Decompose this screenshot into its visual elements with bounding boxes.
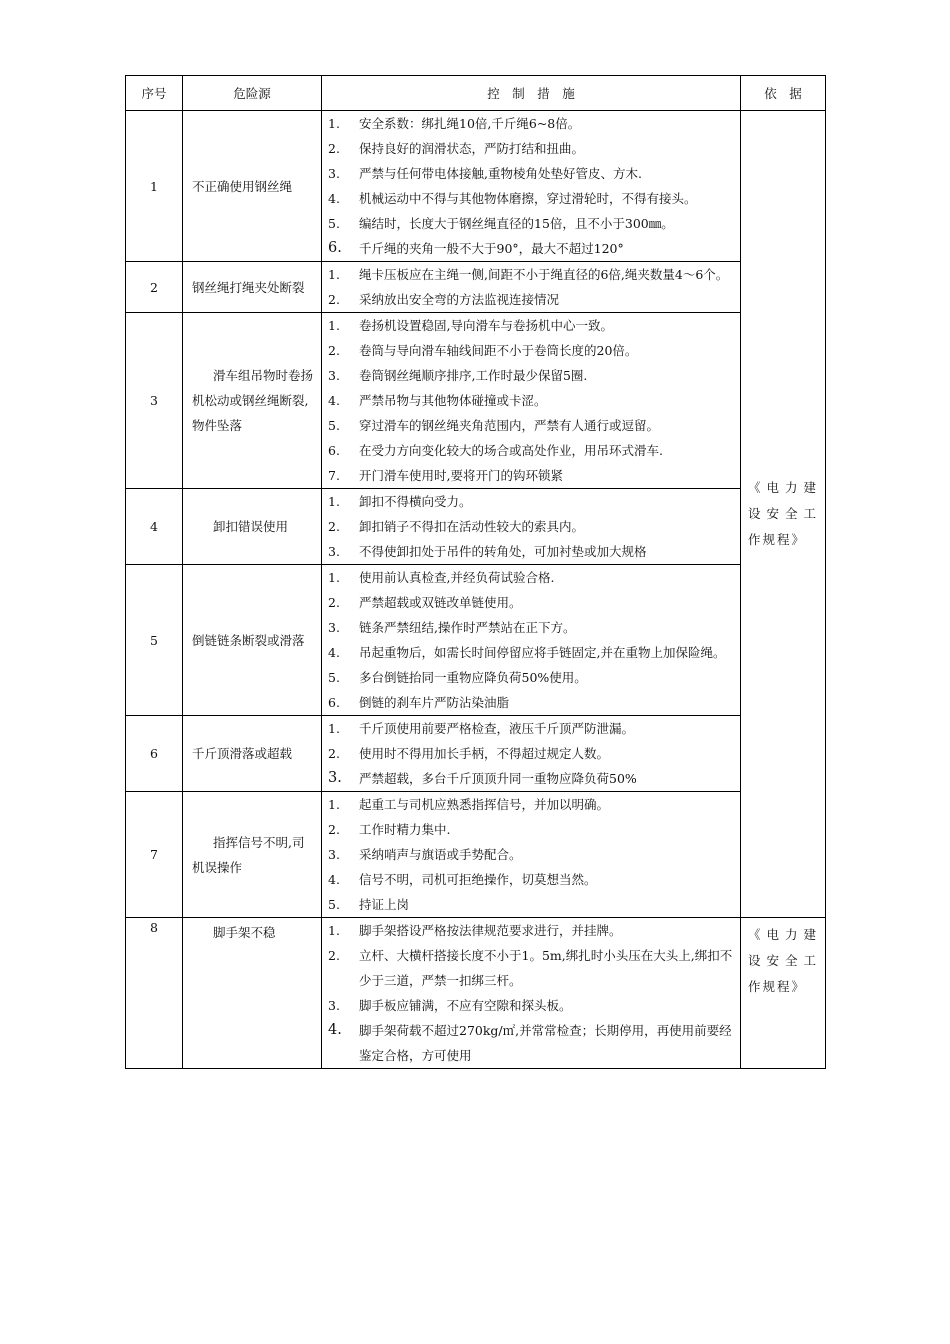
measure-item bbox=[328, 716, 734, 741]
measure-number: 2. bbox=[328, 746, 340, 761]
measure-text: 严禁吊物与其他物体碰撞或卡涩。 bbox=[359, 393, 547, 408]
measure-text: 卸扣不得横向受力。 bbox=[359, 494, 472, 509]
measure-item bbox=[328, 640, 734, 665]
hazard-cell: 倒链链条断裂或滑落 bbox=[183, 565, 322, 716]
header-basis: 依 据 bbox=[741, 76, 826, 111]
measure-text: 千斤顶使用前要严格检查，液压千斤顶严防泄漏。 bbox=[359, 721, 635, 736]
row-number: 8 bbox=[126, 918, 183, 1069]
measure-number: 5. bbox=[328, 418, 340, 433]
measure-item bbox=[328, 766, 734, 791]
measure-text: 信号不明，司机可拒绝操作，切莫想当然。 bbox=[359, 872, 597, 887]
measure-number: 2. bbox=[328, 292, 340, 307]
row-number: 6 bbox=[126, 716, 183, 792]
measure-text: 在受力方向变化较大的场合或高处作业，用吊环式滑车. bbox=[359, 443, 663, 458]
measure-item bbox=[328, 489, 734, 514]
measure-text: 倒链的刹车片严防沾染油脂 bbox=[359, 695, 510, 710]
measure-item bbox=[328, 463, 734, 488]
measure-number: 2. bbox=[328, 141, 340, 156]
measure-number: 1. bbox=[328, 116, 340, 131]
measure-item bbox=[328, 741, 734, 766]
measure-text: 工作时精力集中. bbox=[359, 822, 451, 837]
hazard-cell: 脚手架不稳 bbox=[183, 918, 322, 1069]
header-row bbox=[126, 76, 826, 111]
measure-text: 穿过滑车的钢丝绳夹角范围内，严禁有人通行或逗留。 bbox=[359, 418, 660, 433]
measure-item bbox=[328, 136, 734, 161]
measure-number: 7. bbox=[328, 468, 340, 483]
measure-item bbox=[328, 262, 734, 287]
measures-cell bbox=[322, 918, 741, 1069]
table-row bbox=[126, 111, 826, 262]
measure-text: 不得使卸扣处于吊件的转角处，可加衬垫或加大规格 bbox=[359, 544, 647, 559]
measure-number: 3. bbox=[328, 770, 342, 786]
hazard-cell: 千斤顶滑落或超载 bbox=[183, 716, 322, 792]
measure-number: 2. bbox=[328, 343, 340, 358]
measure-text: 吊起重物后，如需长时间停留应将手链固定,并在重物上加保险绳。 bbox=[359, 645, 726, 660]
measure-text: 开门滑车使用时,要将开门的钩环锁紧 bbox=[359, 468, 563, 483]
basis-cell: 《电力建设安全工作规程》 bbox=[741, 111, 826, 918]
hazard-cell: 滑车组吊物时卷扬机松动或钢丝绳断裂,物件坠落 bbox=[183, 313, 322, 489]
measure-text: 绳卡压板应在主绳一侧,间距不小于绳直径的6倍,绳夹数量4～6个。 bbox=[359, 267, 729, 282]
measure-text: 立杆、大横杆搭接长度不小于1。5m,绑扎时小头压在大头上,绑扣不少于三道，严禁一扣绑三杆。 bbox=[359, 948, 733, 988]
measure-item bbox=[328, 1018, 734, 1068]
measure-text: 严禁超载，多台千斤顶顶升同一重物应降负荷50% bbox=[359, 771, 637, 786]
row-number: 1 bbox=[126, 111, 183, 262]
measure-number: 1. bbox=[328, 923, 340, 938]
measure-number: 1. bbox=[328, 267, 340, 282]
hazard-cell: 卸扣错误使用 bbox=[183, 489, 322, 565]
measure-number: 2. bbox=[328, 595, 340, 610]
measure-number: 3. bbox=[328, 368, 340, 383]
hazard-cell: 不正确使用钢丝绳 bbox=[183, 111, 322, 262]
measure-number: 3. bbox=[328, 998, 340, 1013]
measure-item bbox=[328, 817, 734, 842]
measure-text: 机械运动中不得与其他物体磨擦，穿过滑轮时，不得有接头。 bbox=[359, 191, 697, 206]
row-number: 3 bbox=[126, 313, 183, 489]
measure-number: 1. bbox=[328, 570, 340, 585]
measure-item bbox=[328, 842, 734, 867]
table-row bbox=[126, 792, 826, 918]
measure-item bbox=[328, 539, 734, 564]
measure-text: 编结时，长度大于钢丝绳直径的15倍，且不小于300㎜。 bbox=[359, 216, 674, 231]
measure-number: 4. bbox=[328, 191, 340, 206]
hazard-cell: 指挥信号不明,司机误操作 bbox=[183, 792, 322, 918]
measure-item bbox=[328, 792, 734, 817]
measure-item bbox=[328, 111, 734, 136]
measure-item bbox=[328, 665, 734, 690]
measure-item bbox=[328, 590, 734, 615]
table-row bbox=[126, 918, 826, 1069]
measure-item bbox=[328, 690, 734, 715]
measure-number: 6. bbox=[328, 695, 340, 710]
measure-text: 持证上岗 bbox=[359, 897, 410, 912]
table-row bbox=[126, 565, 826, 716]
measure-number: 4. bbox=[328, 1022, 342, 1038]
measure-text: 采纳哨声与旗语或手势配合。 bbox=[359, 847, 522, 862]
measure-text: 严禁超载或双链改单链使用。 bbox=[359, 595, 522, 610]
measure-number: 5. bbox=[328, 670, 340, 685]
measure-text: 卸扣销子不得扣在活动性较大的索具内。 bbox=[359, 519, 585, 534]
measure-item bbox=[328, 413, 734, 438]
measure-number: 1. bbox=[328, 494, 340, 509]
table-row bbox=[126, 262, 826, 313]
measure-number: 5. bbox=[328, 897, 340, 912]
measure-text: 严禁与任何带电体接触,重物棱角处垫好管皮、方木. bbox=[359, 166, 642, 181]
header-measures: 控 制 措 施 bbox=[322, 76, 741, 111]
measure-number: 4. bbox=[328, 872, 340, 887]
measure-item bbox=[328, 615, 734, 640]
measure-text: 使用前认真检查,并经负荷试验合格. bbox=[359, 570, 555, 585]
measure-item bbox=[328, 438, 734, 463]
measure-text: 卷筒与导向滑车轴线间距不小于卷筒长度的20倍。 bbox=[359, 343, 638, 358]
row-number: 7 bbox=[126, 792, 183, 918]
basis-cell: 《电力建设安全工作规程》 bbox=[741, 918, 826, 1069]
measure-number: 1. bbox=[328, 797, 340, 812]
measure-number: 4. bbox=[328, 393, 340, 408]
measure-item bbox=[328, 565, 734, 590]
measure-text: 链条严禁纽结,操作时严禁站在正下方。 bbox=[359, 620, 576, 635]
measure-item bbox=[328, 186, 734, 211]
hazard-cell: 钢丝绳打绳夹处断裂 bbox=[183, 262, 322, 313]
measure-item bbox=[328, 514, 734, 539]
measure-number: 3. bbox=[328, 544, 340, 559]
measure-text: 脚手架荷载不超过270kg/㎡,并常常检查；长期停用，再使用前要经鉴定合格，方可使用 bbox=[359, 1023, 732, 1063]
header-no: 序号 bbox=[126, 76, 183, 111]
measure-text: 使用时不得用加长手柄，不得超过规定人数。 bbox=[359, 746, 610, 761]
measures-cell bbox=[322, 716, 741, 792]
measure-number: 3. bbox=[328, 166, 340, 181]
row-number: 4 bbox=[126, 489, 183, 565]
measure-text: 脚手架搭设严格按法律规范要求进行，并挂牌。 bbox=[359, 923, 622, 938]
measure-item bbox=[328, 236, 734, 261]
header-hazard: 危险源 bbox=[183, 76, 322, 111]
measure-number: 1. bbox=[328, 721, 340, 736]
measures-cell bbox=[322, 262, 741, 313]
measure-item bbox=[328, 918, 734, 943]
measure-number: 2. bbox=[328, 948, 340, 963]
measure-item bbox=[328, 867, 734, 892]
measure-number: 1. bbox=[328, 318, 340, 333]
measure-number: 5. bbox=[328, 216, 340, 231]
measure-item bbox=[328, 287, 734, 312]
measures-cell bbox=[322, 565, 741, 716]
measure-text: 卷筒钢丝绳顺序排序,工作时最少保留5圈. bbox=[359, 368, 588, 383]
measure-item bbox=[328, 363, 734, 388]
measure-text: 脚手板应铺满，不应有空隙和探头板。 bbox=[359, 998, 572, 1013]
hazard-control-table bbox=[125, 75, 826, 1069]
table-row bbox=[126, 489, 826, 565]
measure-item bbox=[328, 211, 734, 236]
measures-cell bbox=[322, 792, 741, 918]
table-row bbox=[126, 313, 826, 489]
measure-item bbox=[328, 993, 734, 1018]
table-row bbox=[126, 716, 826, 792]
measure-number: 4. bbox=[328, 645, 340, 660]
measure-item bbox=[328, 338, 734, 363]
measures-cell bbox=[322, 111, 741, 262]
measure-number: 2. bbox=[328, 822, 340, 837]
measure-text: 安全系数：绑扎绳10倍,千斤绳6~8倍。 bbox=[359, 116, 581, 131]
measure-item bbox=[328, 892, 734, 917]
measure-text: 起重工与司机应熟悉指挥信号，并加以明确。 bbox=[359, 797, 610, 812]
measure-number: 6. bbox=[328, 443, 340, 458]
measure-text: 保持良好的润滑状态，严防打结和扭曲。 bbox=[359, 141, 585, 156]
measures-cell bbox=[322, 313, 741, 489]
measure-text: 多台倒链抬同一重物应降负荷50%使用。 bbox=[359, 670, 587, 685]
measure-item bbox=[328, 161, 734, 186]
measure-item bbox=[328, 388, 734, 413]
measure-text: 采纳放出安全弯的方法监视连接情况 bbox=[359, 292, 560, 307]
measure-item bbox=[328, 943, 734, 993]
row-number: 5 bbox=[126, 565, 183, 716]
measure-number: 6. bbox=[328, 240, 342, 256]
measure-number: 2. bbox=[328, 519, 340, 534]
measure-text: 卷扬机设置稳固,导向滑车与卷扬机中心一致。 bbox=[359, 318, 613, 333]
row-number: 2 bbox=[126, 262, 183, 313]
measure-text: 千斤绳的夹角一般不大于90°，最大不超过120° bbox=[359, 241, 624, 256]
measure-number: 3. bbox=[328, 620, 340, 635]
measure-number: 3. bbox=[328, 847, 340, 862]
measures-cell bbox=[322, 489, 741, 565]
measure-item bbox=[328, 313, 734, 338]
